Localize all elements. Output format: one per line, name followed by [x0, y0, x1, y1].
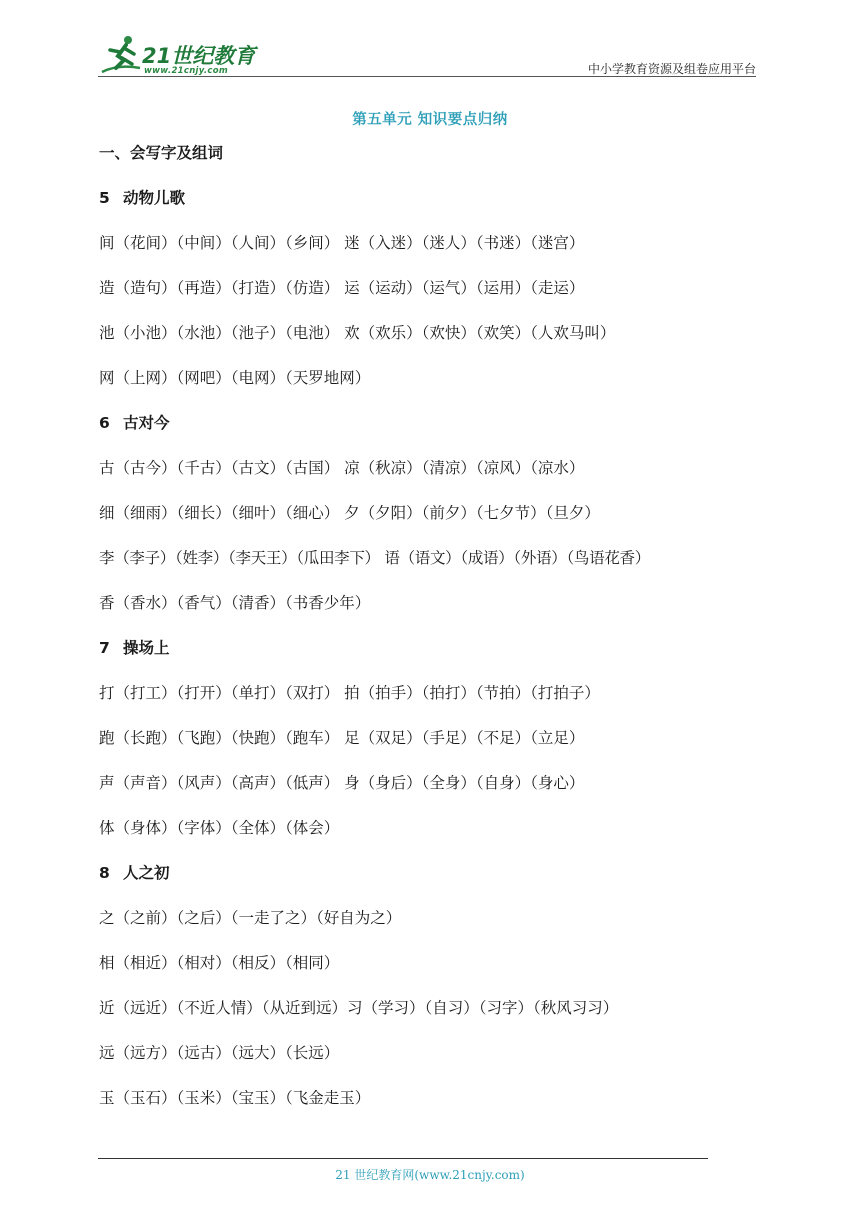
footer-divider	[98, 1158, 708, 1159]
word-line: 体（身体）（字体）（全体）（体会）	[99, 819, 340, 837]
word-line: 之（之前）（之后）（一走了之）（好自为之）	[99, 909, 402, 927]
word-line: 声（声音）（风声）（高声）（低声） 身（身后）（全身）（自身）（身心）	[99, 774, 585, 792]
word-line: 池（小池）（水池）（池子）（电池） 欢（欢乐）（欢快）（欢笑）（人欢马叫）	[99, 324, 616, 342]
lesson-number: 7	[99, 639, 110, 657]
logo	[98, 34, 258, 78]
word-line: 李（李子）（姓李）（李天王）（瓜田李下） 语（语文）（成语）（外语）（鸟语花香）	[99, 549, 650, 567]
lesson-number: 8	[99, 864, 110, 882]
logo-text: 21世纪教育	[142, 44, 256, 68]
lesson-name: 动物儿歌	[123, 189, 186, 207]
word-line: 古（古今）（千古）（古文）（古国） 凉（秋凉）（清凉）（凉风）（凉水）	[99, 459, 585, 477]
page-footer: 21 世纪教育网(www.21cnjy.com)	[335, 1168, 525, 1182]
word-line: 远（远方）（远古）（远大）（长远）	[99, 1044, 340, 1062]
word-line: 间（花间）（中间）（人间）（乡间） 迷（入迷）（迷人）（书迷）（迷宫）	[99, 234, 585, 252]
word-line: 香（香水）（香气）（清香）（书香少年）	[99, 594, 371, 612]
lesson-heading	[99, 861, 170, 883]
word-line: 细（细雨）（细长）（细叶）（细心） 夕（夕阳）（前夕）（七夕节）（旦夕）	[99, 504, 600, 522]
lesson-heading	[99, 636, 170, 658]
lesson-heading	[99, 411, 170, 433]
lesson-name: 人之初	[123, 864, 170, 882]
page-header	[98, 30, 756, 78]
word-line: 相（相近）（相对）（相反）（相同）	[99, 954, 340, 972]
word-line: 造（造句）（再造）（打造）（仿造） 运（运动）（运气）（运用）（走运）	[99, 279, 585, 297]
runner-logo-icon	[98, 34, 144, 78]
word-line: 跑（长跑）（飞跑）（快跑）（跑车） 足（双足）（手足）（不足）（立足）	[99, 729, 585, 747]
lesson-number: 5	[99, 189, 110, 207]
word-line: 玉（玉石）（玉米）（宝玉）（飞金走玉）	[99, 1089, 371, 1107]
lesson-name: 操场上	[123, 639, 170, 657]
word-line: 打（打工）（打开）（单打）（双打） 拍（拍手）（拍打）（节拍）（打拍子）	[99, 684, 600, 702]
page-title: 第五单元 知识要点归纳	[352, 112, 508, 128]
lesson-heading	[99, 186, 185, 208]
header-divider	[98, 76, 756, 77]
lesson-number: 6	[99, 414, 110, 432]
header-platform-text: 中小学教育资源及组卷应用平台	[587, 62, 756, 76]
word-line: 网（上网）（网吧）（电网）（天罗地网）	[99, 369, 371, 387]
logo-url: www.21cnjy.com	[144, 66, 228, 76]
section-heading: 一、会写字及组词	[99, 144, 224, 162]
lesson-name: 古对今	[123, 414, 170, 432]
word-line: 近（远近）（不近人情）（从近到远）习（学习）（自习）（习字）（秋风习习）	[99, 999, 619, 1017]
